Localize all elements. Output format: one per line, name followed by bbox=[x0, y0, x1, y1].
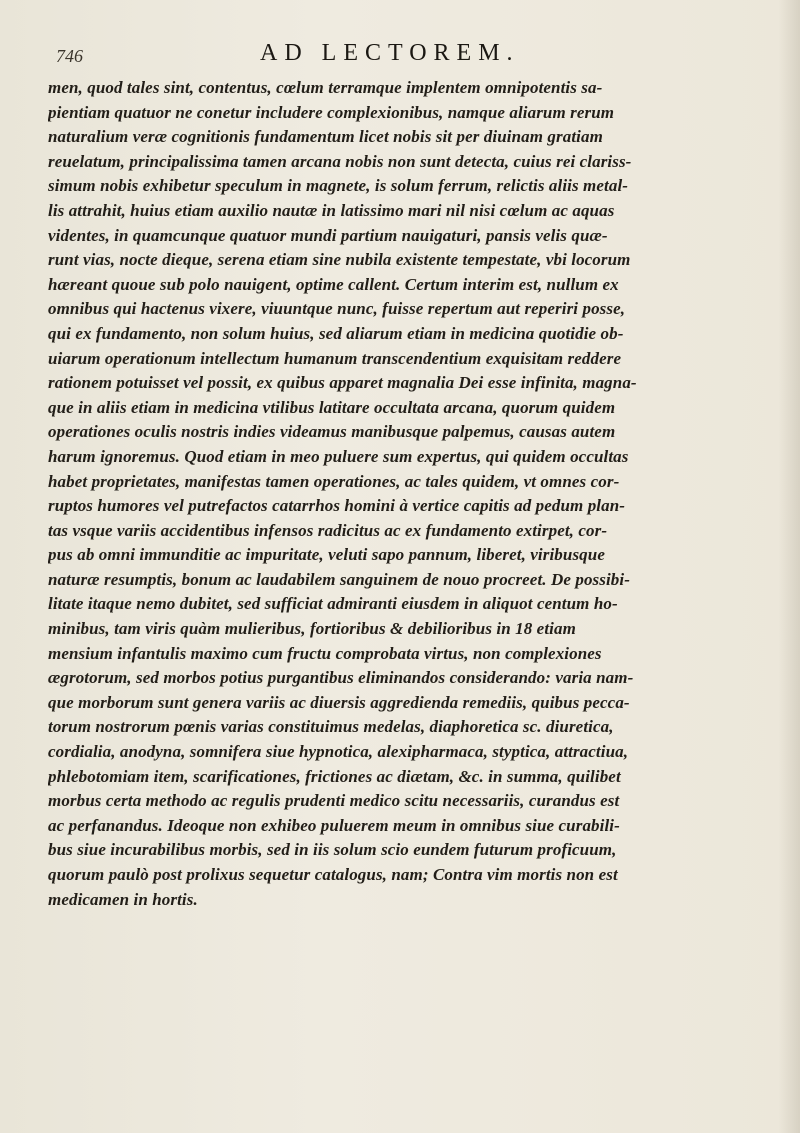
text-line: que morborum sunt genera variis ac diuersis aggredienda remediis, quibus pecca- bbox=[48, 692, 630, 712]
running-head: AD LECTOREM. bbox=[260, 40, 520, 66]
text-line: naturæ resumptis, bonum ac laudabilem sanguinem de nouo procreet. De possibi- bbox=[48, 569, 630, 589]
page-number: 746 bbox=[56, 46, 83, 66]
text-line: pus ab omni immunditie ac impuritate, veluti sapo pannum, liberet, viribusque bbox=[48, 545, 605, 565]
text-line: naturalium veræ cognitionis fundamentum licet nobis sit per diuinam gratiam bbox=[48, 127, 603, 147]
text-line: simum nobis exhibetur speculum in magnete, is solum ferrum, relictis aliis metal- bbox=[48, 176, 629, 196]
text-line: ac perfanandus. Ideoque non exhibeo puluerem meum in omnibus siue curabili- bbox=[48, 815, 620, 835]
text-line: medicamen in hortis. bbox=[48, 889, 198, 909]
text-line: ægrotorum, sed morbos potius purgantibus eliminandos considerando: varia nam- bbox=[48, 668, 634, 688]
text-line: quorum paulò post prolixus sequetur catalogus, nam; Contra vim mortis non est bbox=[48, 865, 618, 884]
text-line: tas vsque variis accidentibus infensos radicitus ac ex fundamento extirpet, cor- bbox=[48, 520, 608, 540]
text-line: harum ignoremus. Quod etiam in meo puluere sum expertus, qui quidem occultas bbox=[48, 446, 629, 466]
text-line: lis attrahit, huius etiam auxilio nautæ in latissimo mari nil nisi cœlum ac aquas bbox=[48, 200, 615, 220]
text-line: ruptos humores vel putrefactos catarrhos homini à vertice capitis ad pedum plan- bbox=[48, 496, 626, 516]
text-line: men, quod tales sint, contentus, cœlum terramque implentem omnipotentis sa- bbox=[48, 78, 603, 97]
text-line: cordialia, anodyna, somnifera siue hypnotica, alexipharmaca, styptica, attractiua, bbox=[48, 742, 629, 762]
text-line: reuelatum, principalissima tamen arcana nobis non sunt detecta, cuius rei clariss- bbox=[48, 151, 632, 171]
text-line: mensium infantulis maximo cum fructu comprobata virtus, non complexiones bbox=[48, 643, 602, 663]
page-edge-shadow bbox=[778, 0, 800, 1133]
text-line: que in aliis etiam in medicina vtilibus latitare occultata arcana, quorum quidem bbox=[48, 397, 616, 417]
text-line: videntes, in quamcunque quatuor mundi partium nauigaturi, pansis velis quæ- bbox=[48, 225, 608, 245]
text-line: litate itaque nemo dubitet, sed sufficiat admiranti eiusdem in aliquot centum ho- bbox=[48, 594, 618, 614]
text-line: rationem potuisset vel possit, ex quibus apparet magnalia Dei esse infinita, magna- bbox=[48, 373, 637, 393]
text-line: habet proprietates, manifestas tamen operationes, ac tales quidem, vt omnes cor- bbox=[48, 471, 620, 491]
text-line: qui ex fundamento, non solum huius, sed aliarum etiam in medicina quotidie ob- bbox=[48, 323, 624, 343]
text-line: phlebotomiam item, scarificationes, frictiones ac diætam, &c. in summa, quilibet bbox=[48, 766, 621, 786]
text-line: minibus, tam viris quàm mulieribus, fortioribus & debilioribus in 18 etiam bbox=[48, 619, 576, 639]
body-text bbox=[48, 76, 764, 912]
text-line: torum nostrorum pœnis varias constituimus medelas, diaphoretica sc. diuretica, bbox=[48, 717, 614, 737]
text-line: morbus certa methodo ac regulis prudenti medico scitu necessariis, curandus est bbox=[48, 791, 620, 811]
text-line: bus siue incurabilibus morbis, sed in iis solum scio eundem futurum proficuum, bbox=[48, 840, 617, 860]
text-line: uiarum operationum intellectum humanum transcendentium exquisitam reddere bbox=[48, 348, 622, 368]
text-line: runt vias, nocte dieque, serena etiam sine nubila existente tempestate, vbi locorum bbox=[48, 250, 631, 270]
text-line: pientiam quatuor ne conetur includere complexionibus, namque aliarum rerum bbox=[48, 102, 615, 122]
text-line: hæreant quoue sub polo nauigent, optime callent. Certum interim est, nullum ex bbox=[48, 274, 619, 294]
text-line: operationes oculis nostris indies videamus manibusque palpemus, causas autem bbox=[48, 422, 616, 442]
text-line: omnibus qui hactenus vixere, viuuntque nunc, fuisse repertum aut reperiri posse, bbox=[48, 299, 626, 319]
